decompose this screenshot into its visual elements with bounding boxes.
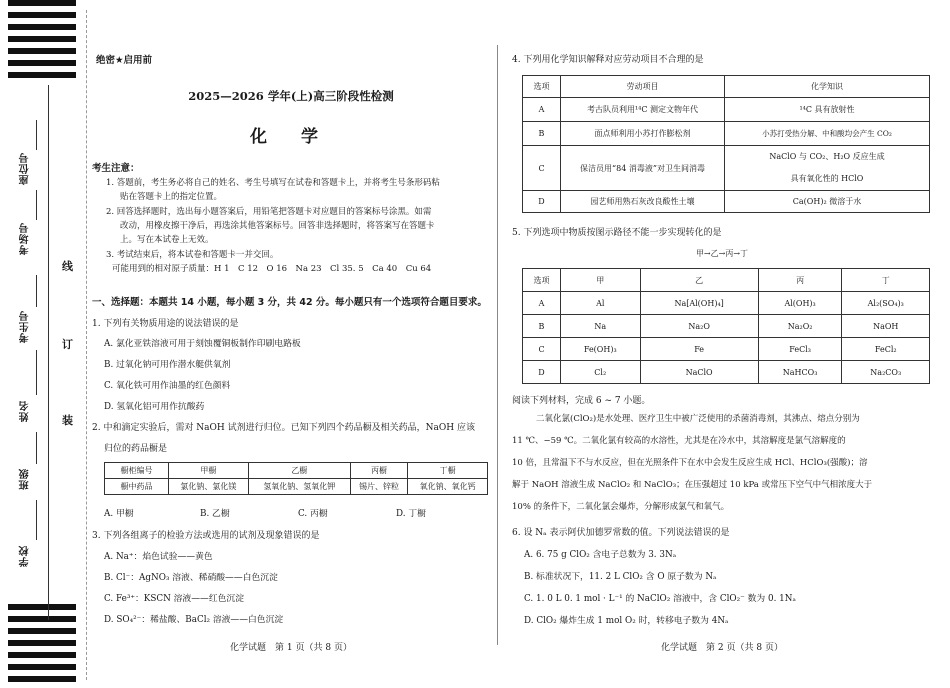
- table-cell: 乙橱: [248, 463, 350, 479]
- table-cell: Na: [561, 315, 641, 338]
- table-cell: FeCl₃: [758, 338, 842, 361]
- table-cell: 小苏打受热分解、中和酸均会产生 CO₂: [725, 122, 930, 146]
- binding-line: [48, 85, 49, 620]
- q5-chain: 甲→乙→丙→丁: [695, 249, 749, 258]
- table-cell: Cl₂: [561, 361, 641, 384]
- bind-char-line: 线: [62, 260, 73, 273]
- material-line: 10% 的条件下，二氧化氯会爆炸，分解形成氯气和氧气。: [512, 502, 730, 512]
- note-line: 上。写在本试卷上无效。: [120, 235, 214, 245]
- bind-char-staple: 订: [62, 338, 73, 351]
- binding-bar: [8, 12, 76, 18]
- notes-heading: 考生注意：: [92, 163, 140, 174]
- cell-line: NaClO 与 CO₂、H₂O 反应生成: [769, 152, 885, 161]
- q6-option-d: D. ClO₂ 爆炸生成 1 mol O₂ 时，转移电子数为 4Nₐ: [524, 616, 729, 626]
- reading-instruction: 阅读下列材料，完成 6 ~ 7 小题。: [512, 396, 651, 406]
- section-heading: 一、选择题：本题共 14 小题，每小题 3 分，共 42 分。每小题只有一个选项符合题目要求。: [92, 297, 487, 308]
- table-cell: 保洁员用“84 消毒液”对卫生间消毒: [561, 146, 725, 191]
- table-header: 选项: [523, 269, 561, 292]
- table-cell: 锡片、锌粒: [350, 479, 407, 495]
- table-cell: A: [523, 292, 561, 315]
- material-line: 二氧化氯(ClO₂)是水处理、医疗卫生中被广泛使用的杀菌消毒剂，其沸点、熔点分别为: [536, 414, 860, 424]
- table-header: 甲: [561, 269, 641, 292]
- table-header: 丁: [842, 269, 930, 292]
- table-cell: NaHCO₃: [758, 361, 842, 384]
- table-cell: A: [523, 98, 561, 122]
- table-cell: 氯化钠、氯化镁: [169, 479, 249, 495]
- q2-option-c: C. 丙橱: [298, 509, 328, 519]
- q2-stem: 2. 中和滴定实验后，需对 NaOH 试剂进行归位。已知下列四个药品橱及相关药品，NaOH 应该: [92, 423, 475, 433]
- table-cell: 考古队员利用¹⁴C 测定文物年代: [561, 98, 725, 122]
- binding-bar: [8, 60, 76, 66]
- class-label: 班级: [20, 468, 31, 490]
- q3-option-c: C. Fe³⁺：KSCN 溶液——红色沉淀: [104, 594, 245, 604]
- table-header: 化学知识: [725, 76, 930, 98]
- page-divider: [497, 45, 498, 645]
- table-cell: FeCl₂: [842, 338, 930, 361]
- table-cell: Al: [561, 292, 641, 315]
- binding-bar: [8, 640, 76, 646]
- q3-option-d: D. SO₄²⁻：稀盐酸、BaCl₂ 溶液——白色沉淀: [104, 615, 284, 625]
- q6-stem: 6. 设 Nₐ 表示阿伏加德罗常数的值。下列说法错误的是: [512, 528, 730, 538]
- q1-option-d: D. 氢氧化铝可用作抗酸药: [104, 402, 205, 412]
- table-cell: Al(OH)₃: [758, 292, 842, 315]
- table-cell: Ca(OH)₂ 微溶于水: [725, 191, 930, 213]
- school-label: 学校: [20, 545, 31, 567]
- exam-room-label: 考场号: [20, 222, 31, 255]
- binding-bar: [8, 628, 76, 634]
- table-cell: 园艺师用熟石灰改良酸性土壤: [561, 191, 725, 213]
- binding-strip: [0, 0, 92, 688]
- binding-bar: [8, 604, 76, 610]
- atomic-mass-line: 可能用到的相对原子质量：H 1 C 12 O 16 Na 23 Cl 35. 5 Ca 40 Cu 64: [112, 264, 432, 274]
- table-cell: 面点师利用小苏打作膨松剂: [561, 122, 725, 146]
- table-cell: 甲橱: [169, 463, 249, 479]
- table-cell: Na[Al(OH)₄]: [640, 292, 758, 315]
- table-header: 劳动项目: [561, 76, 725, 98]
- binding-bar: [8, 652, 76, 658]
- table-header: 丙: [758, 269, 842, 292]
- cut-line: [86, 10, 87, 680]
- q3-option-a: A. Na⁺：焰色试验——黄色: [104, 552, 213, 562]
- table-cell: Na₂O₂: [758, 315, 842, 338]
- binding-bar: [8, 676, 76, 682]
- table-cell: D: [523, 191, 561, 213]
- candidate-number-label: 考生号: [20, 310, 31, 343]
- note-line: 1. 答题前，考生务必将自己的姓名、考生号填写在试卷和答题卡上，并将考生号条形码粘: [106, 178, 440, 188]
- q1-option-c: C. 氧化铁可用作油墨的红色颜料: [104, 381, 231, 391]
- q1-option-a: A. 氯化亚铁溶液可用于刻蚀覆铜板制作印刷电路板: [104, 339, 301, 349]
- secret-mark: 绝密★启用前: [96, 55, 153, 66]
- table-cell: B: [523, 315, 561, 338]
- seat-number-label: 座位号: [20, 152, 31, 185]
- page-footer: 化学试题 第 1 页（共 8 页）: [230, 643, 352, 653]
- note-line: 改动，用橡皮擦干净后，再选涂其他答案标号。回答非选择题时，将答案写在答题卡: [120, 221, 435, 231]
- q2-option-a: A. 甲橱: [104, 509, 134, 519]
- note-line: 2. 回答选择题时，选出每小题答案后，用铅笔把答题卡对应题目的答案标号涂黑。如需: [106, 207, 432, 217]
- binding-bar: [8, 24, 76, 30]
- q3-option-b: B. Cl⁻：AgNO₃ 溶液、稀硝酸——白色沉淀: [104, 573, 278, 583]
- table-cell: D: [523, 361, 561, 384]
- table-cell: C: [523, 146, 561, 191]
- table-cell: Na₂O: [640, 315, 758, 338]
- exam-title: 2025—2026 学年(上)高三阶段性检测: [188, 89, 394, 103]
- note-line: 贴在答题卡上的指定位置。: [120, 192, 223, 202]
- bind-char-bind: 装: [62, 414, 73, 427]
- note-line: 3. 考试结束后，将本试卷和答题卡一并交回。: [106, 250, 279, 260]
- binding-bar: [8, 48, 76, 54]
- q3-stem: 3. 下列各组离子的检验方法或选用的试剂及现象错误的是: [92, 531, 320, 541]
- table-cell: ¹⁴C 具有放射性: [725, 98, 930, 122]
- table-cell: B: [523, 122, 561, 146]
- table-cell: Na₂CO₃: [842, 361, 930, 384]
- q2-option-d: D. 丁橱: [396, 509, 426, 519]
- table-cell: 橱柜编号: [105, 463, 169, 479]
- table-cell: 氧化钠、氧化钙: [408, 479, 488, 495]
- table-cell: [725, 146, 930, 191]
- q5-stem: 5. 下列选项中物质按图示路径不能一步实现转化的是: [512, 228, 722, 238]
- table-cell: 橱中药品: [105, 479, 169, 495]
- table-cell: NaOH: [842, 315, 930, 338]
- table-cell: Fe: [640, 338, 758, 361]
- binding-bar: [8, 664, 76, 670]
- name-label: 姓名: [20, 400, 31, 422]
- material-line: 10 倍，且常温下不与水反应，但在光照条件下在水中会发生反应生成 HCl、HClO₃(强酸)；溶: [512, 458, 868, 468]
- q1-stem: 1. 下列有关物质用途的说法错误的是: [92, 319, 239, 329]
- table-cell: Fe(OH)₃: [561, 338, 641, 361]
- table-cell: 丁橱: [408, 463, 488, 479]
- page-footer: 化学试题 第 2 页（共 8 页）: [661, 643, 783, 653]
- q4-stem: 4. 下列用化学知识解释对应劳动项目不合理的是: [512, 55, 704, 65]
- q4-table: [522, 75, 930, 213]
- table-cell: C: [523, 338, 561, 361]
- subject-title: 化 学: [250, 127, 332, 147]
- material-line: 11 ℃、−59 ℃。二氧化氯有较高的水溶性，尤其是在冷水中，其溶解度是氯气溶解度的: [512, 436, 846, 446]
- q5-table: [522, 268, 930, 384]
- cell-line: 具有氧化性的 HClO: [790, 174, 864, 183]
- table-cell: 氢氧化钠、氢氧化钾: [248, 479, 350, 495]
- q6-option-b: B. 标准状况下，11. 2 L ClO₂ 含 O 原子数为 Nₐ: [524, 572, 717, 582]
- q6-option-a: A. 6. 75 g ClO₂ 含电子总数为 3. 3Nₐ: [524, 550, 677, 560]
- table-cell: 丙橱: [350, 463, 407, 479]
- binding-bar: [8, 0, 76, 6]
- material-line: 解于 NaOH 溶液生成 NaClO₂ 和 NaClO₃；在压强超过 10 kPa 或常压下空气中气相浓度大于: [512, 480, 873, 490]
- q1-option-b: B. 过氧化钠可用作潜水艇供氧剂: [104, 360, 231, 370]
- q2-stem-cont: 归位的药品橱是: [104, 444, 168, 454]
- binding-bar: [8, 616, 76, 622]
- table-header: 选项: [523, 76, 561, 98]
- table-cell: NaClO: [640, 361, 758, 384]
- table-header: 乙: [640, 269, 758, 292]
- q2-option-b: B. 乙橱: [200, 509, 230, 519]
- q6-option-c: C. 1. 0 L 0. 1 mol · L⁻¹ 的 NaClO₂ 溶液中，含 ClO₂⁻ 数为 0. 1Nₐ: [524, 594, 796, 604]
- binding-bar: [8, 72, 76, 78]
- table-cell: Al₂(SO₄)₃: [842, 292, 930, 315]
- q2-table: [104, 462, 488, 495]
- binding-bar: [8, 36, 76, 42]
